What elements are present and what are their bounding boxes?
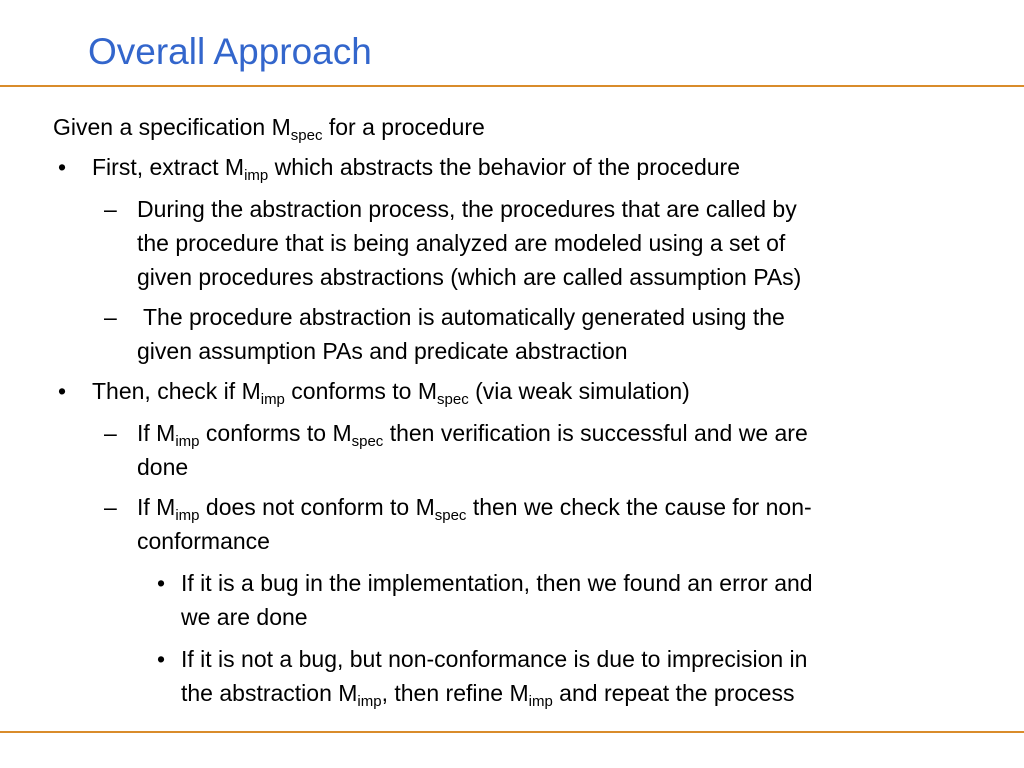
bullet-marker: • <box>58 378 67 404</box>
dash-marker: – <box>104 196 117 222</box>
sub-4-line-1: If $M_{imp}$ does not conform to $M_{spec}$ then we check the cause for non- <box>137 494 812 524</box>
bullet-marker: • <box>157 646 166 672</box>
subsub-1-line-2: we are done <box>181 604 308 630</box>
sub-1-line-1: During the abstraction process, the procedures that are called by <box>137 196 797 222</box>
bullet-1-text: First, extract $M_{imp}$ which abstracts the behavior of the procedure <box>92 154 741 184</box>
intro-line: Given a specification $M_{spec}$ for a procedure <box>53 114 485 144</box>
sub-4-line-2: conformance <box>137 528 270 554</box>
sub-1-line-3: given procedures abstractions (which are called assumption PAs) <box>137 264 802 290</box>
sub-1-line-2: the procedure that is being analyzed are modeled using a set of <box>137 230 786 256</box>
subsub-1-line-1: If it is a bug in the implementation, then we found an error and <box>181 570 813 596</box>
sub-2-line-2: given assumption PAs and predicate abstraction <box>137 338 628 364</box>
subsub-2-line-1: If it is not a bug, but non-conformance is due to imprecision in <box>181 646 808 672</box>
bullet-2-text: Then, check if $M_{imp}$ conforms to $M_{spec}$ (via weak simulation) <box>92 378 690 408</box>
dash-marker: – <box>104 304 117 330</box>
top-divider <box>0 85 1024 87</box>
sub-3-line-1: If $M_{imp}$ conforms to $M_{spec}$ then verification is successful and we are <box>137 420 808 450</box>
bullet-marker: • <box>157 570 166 596</box>
dash-marker: – <box>104 494 117 520</box>
slide-title: Overall Approach <box>88 31 372 72</box>
subsub-2-line-2: the abstraction $M_{imp}$, then refine $M_{imp}$ and repeat the process <box>181 680 795 710</box>
sub-2-line-1: The procedure abstraction is automatically generated using the <box>137 304 785 330</box>
bullet-marker: • <box>58 154 67 180</box>
sub-3-line-2: done <box>137 454 189 480</box>
bottom-divider <box>0 731 1024 733</box>
dash-marker: – <box>104 420 117 446</box>
